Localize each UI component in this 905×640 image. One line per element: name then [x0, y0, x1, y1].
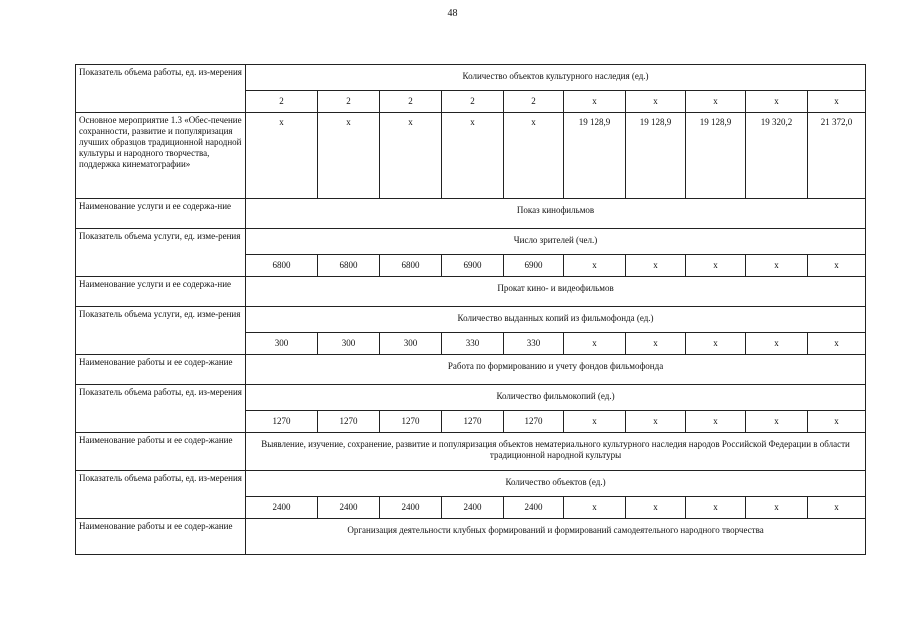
value-cell: х	[318, 113, 380, 199]
value-cell: х	[504, 113, 564, 199]
table-row	[76, 355, 866, 385]
value-cell: х	[564, 497, 626, 519]
value-cell: 6900	[442, 255, 504, 277]
value-cell: 2400	[246, 497, 318, 519]
merged-cell: Число зрителей (чел.)	[246, 229, 866, 255]
value-cell: х	[626, 255, 686, 277]
value-cell: 19 128,9	[686, 113, 746, 199]
value-cell: х	[564, 91, 626, 113]
merged-cell: Показ кинофильмов	[246, 199, 866, 229]
merged-cell: Количество объектов (ед.)	[246, 471, 866, 497]
row-label: Показатель объема работы, ед. из-мерения	[76, 385, 246, 433]
row-label: Наименование услуги и ее содержа-ние	[76, 199, 246, 229]
row-label: Наименование работы и ее содер-жание	[76, 355, 246, 385]
value-cell: х	[808, 497, 866, 519]
table-row	[76, 199, 866, 229]
value-cell: х	[746, 497, 808, 519]
value-cell: 1270	[442, 411, 504, 433]
value-cell: 330	[442, 333, 504, 355]
value-cell: х	[564, 333, 626, 355]
indicators-table	[75, 64, 866, 555]
table-row	[76, 113, 866, 199]
row-label: Наименование работы и ее содер-жание	[76, 433, 246, 471]
value-cell: х	[626, 333, 686, 355]
value-cell: 300	[318, 333, 380, 355]
value-cell: 330	[504, 333, 564, 355]
value-cell: 6800	[380, 255, 442, 277]
value-cell: х	[808, 333, 866, 355]
value-cell: х	[808, 411, 866, 433]
value-cell: х	[686, 91, 746, 113]
row-label: Наименование работы и ее содер-жание	[76, 519, 246, 555]
value-cell: 2	[504, 91, 564, 113]
value-cell: 300	[246, 333, 318, 355]
value-cell: х	[442, 113, 504, 199]
merged-cell: Работа по формированию и учету фондов фильмофонда	[246, 355, 866, 385]
value-cell: х	[808, 255, 866, 277]
value-cell: 2	[318, 91, 380, 113]
row-label: Показатель объема услуги, ед. изме-рения	[76, 229, 246, 277]
value-cell: 6900	[504, 255, 564, 277]
merged-cell: Количество фильмокопий (ед.)	[246, 385, 866, 411]
merged-cell: Количество объектов культурного наследия (ед.)	[246, 65, 866, 91]
table-row	[76, 65, 866, 91]
merged-cell: Организация деятельности клубных формирований и формирований самодеятельного народного творчества	[246, 519, 866, 555]
value-cell: х	[746, 91, 808, 113]
value-cell: 2400	[380, 497, 442, 519]
table-row	[76, 433, 866, 471]
value-cell: 19 128,9	[626, 113, 686, 199]
row-label: Показатель объема услуги, ед. изме-рения	[76, 307, 246, 355]
value-cell: х	[746, 255, 808, 277]
value-cell: 2	[380, 91, 442, 113]
value-cell: х	[564, 255, 626, 277]
row-label: Показатель объема работы, ед. из-мерения	[76, 65, 246, 113]
value-cell: 2	[442, 91, 504, 113]
value-cell: 1270	[504, 411, 564, 433]
value-cell: 2400	[318, 497, 380, 519]
value-cell: 6800	[318, 255, 380, 277]
value-cell: х	[686, 333, 746, 355]
value-cell: х	[626, 497, 686, 519]
value-cell: х	[746, 411, 808, 433]
value-cell: х	[686, 255, 746, 277]
value-cell: 19 320,2	[746, 113, 808, 199]
page-number: 48	[447, 8, 458, 19]
value-cell: 2400	[504, 497, 564, 519]
value-cell: х	[626, 91, 686, 113]
value-cell: х	[246, 113, 318, 199]
value-cell: 21 372,0	[808, 113, 866, 199]
value-cell: 2400	[442, 497, 504, 519]
value-cell: 6800	[246, 255, 318, 277]
table-row	[76, 519, 866, 555]
table-row	[76, 471, 866, 497]
table-row	[76, 277, 866, 307]
row-label: Наименование услуги и ее содержа-ние	[76, 277, 246, 307]
value-cell: 2	[246, 91, 318, 113]
merged-cell: Прокат кино- и видеофильмов	[246, 277, 866, 307]
value-cell: х	[808, 91, 866, 113]
value-cell: х	[686, 411, 746, 433]
value-cell: 300	[380, 333, 442, 355]
value-cell: х	[564, 411, 626, 433]
merged-cell: Количество выданных копий из фильмофонда (ед.)	[246, 307, 866, 333]
merged-cell: Выявление, изучение, сохранение, развитие и популяризация объектов нематериального культурного наследия народов Российской Федерации в области традиционной народной культуры	[246, 433, 866, 471]
value-cell: х	[686, 497, 746, 519]
value-cell: 1270	[380, 411, 442, 433]
table-row	[76, 307, 866, 333]
table-row	[76, 229, 866, 255]
value-cell: х	[626, 411, 686, 433]
row-label: Основное мероприятие 1.3 «Обес-печение сохранности, развитие и популяризация лучших образцов традиционной народной культуры и народного творчества, поддержка кинематографии»	[76, 113, 246, 199]
value-cell: х	[746, 333, 808, 355]
value-cell: 1270	[318, 411, 380, 433]
value-cell: 1270	[246, 411, 318, 433]
table-row	[76, 385, 866, 411]
value-cell: 19 128,9	[564, 113, 626, 199]
row-label: Показатель объема работы, ед. из-мерения	[76, 471, 246, 519]
value-cell: х	[380, 113, 442, 199]
